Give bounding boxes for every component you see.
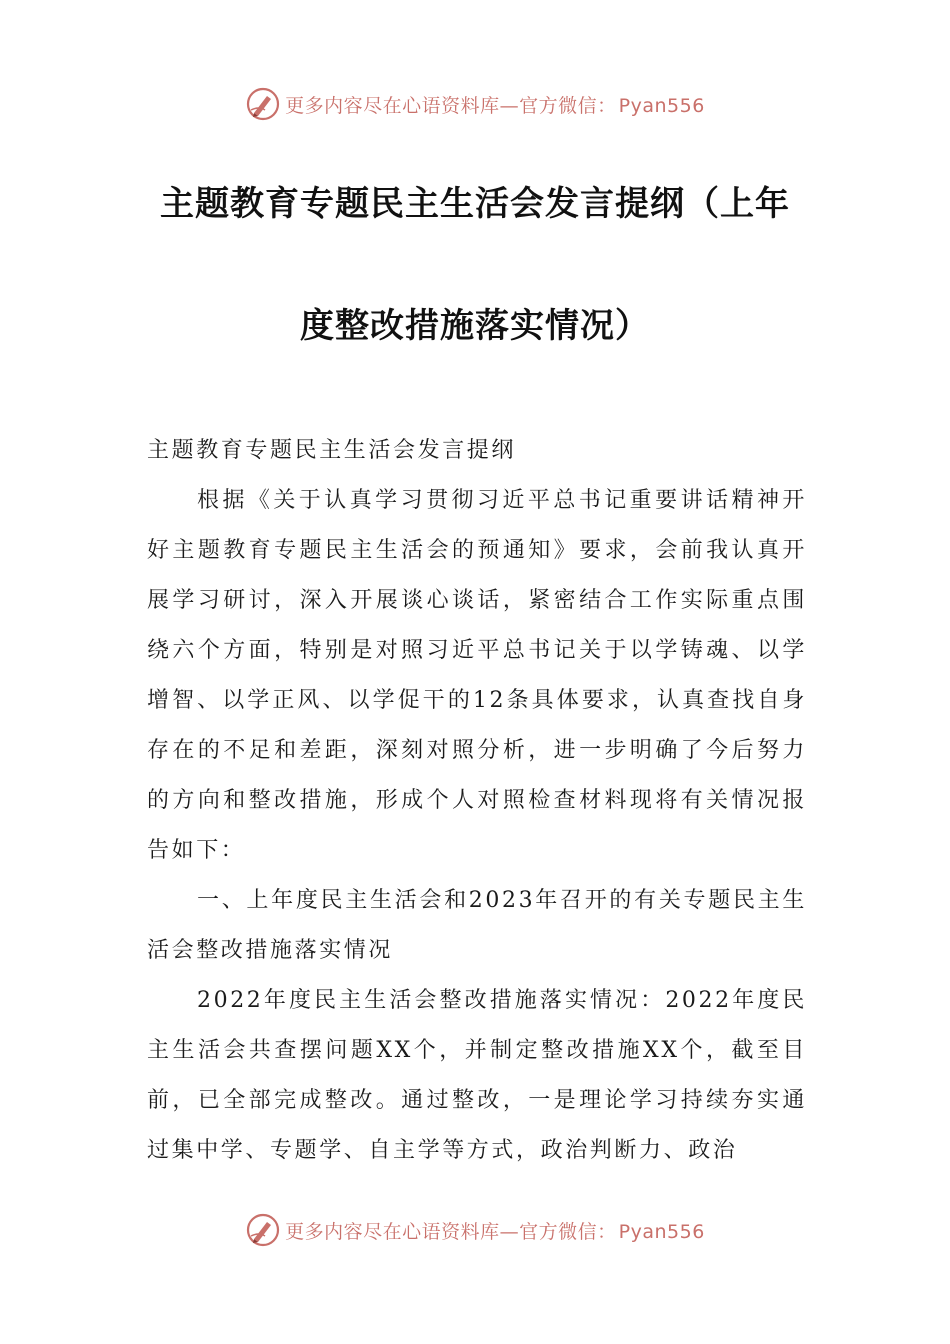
watermark-text-cn: 更多内容尽在心语资料库—官方微信： <box>285 94 617 117</box>
subtitle-paragraph: 主题教育专题民主生活会发言提纲 <box>147 438 517 463</box>
document-body <box>147 426 807 1176</box>
pen-logo-icon <box>245 86 281 122</box>
section-heading-1: 一、上年度民主生活会和2023年召开的有关专题民主生活会整改措施落实情况 <box>147 888 807 963</box>
watermark-text <box>285 91 705 118</box>
watermark-text-cn: 更多内容尽在心语资料库—官方微信： <box>285 1220 617 1243</box>
pen-logo-icon <box>245 1212 281 1248</box>
watermark-header <box>0 82 950 126</box>
body-paragraph-2022: 2022年度民主生活会整改措施落实情况：2022年度民主生活会共查摆问题XX个，并制定整改措施XX个，截至目前，已全部完成整改。通过整改，一是理论学习持续夯实通过集中学、专题学、自主学等方式，政治判断力、政治 <box>147 988 807 1163</box>
watermark-text <box>285 1217 705 1244</box>
watermark-wechat-id: Pyan556 <box>618 94 705 117</box>
body-paragraph-intro: 根据《关于认真学习贯彻习近平总书记重要讲话精神开好主题教育专题民主生活会的预通知》要求，会前我认真开展学习研讨，深入开展谈心谈话，紧密结合工作实际重点围绕六个方面，特别是对照习近平总书记关于以学铸魂、以学增智、以学正风、以学促干的12条具体要求，认真查找自身存在的不足和差距，深刻对照分析，进一步明确了今后努力的方向和整改措施，形成个人对照检查材料现将有关情况报告如下： <box>147 488 807 863</box>
watermark-wechat-id: Pyan556 <box>618 1220 705 1243</box>
watermark-footer <box>0 1208 950 1252</box>
document-title-line-1: 主题教育专题民主生活会发言提纲（上年 <box>160 184 790 224</box>
document-title-line-2: 度整改措施落实情况） <box>300 306 650 346</box>
